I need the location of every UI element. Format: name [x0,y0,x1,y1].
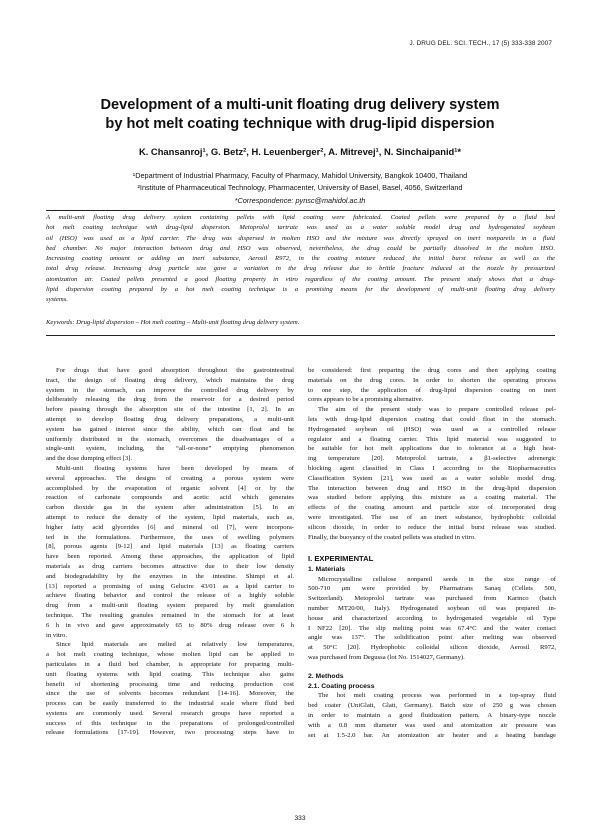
right-column [308,366,556,740]
text-line: accomplished by the evaporation of organic solvent [4] or by the [46,484,294,492]
text-line: The hot melt coating process was performed in a top-spray fluid [318,692,556,700]
text-line: in order to maintain a good fluidization pattern. A binary-type nozzle [308,712,556,719]
text-line: The aim of the present study was to prepare controlled release pel- [318,406,556,414]
text-line: benefit of shortening processing time and reducing production cost [46,680,294,688]
subsection-heading-materials: 1. Materials [308,565,346,573]
section-heading-experimental: I. EXPERIMENTAL [308,554,374,564]
text-line: ing temperature [20]. Metoprolol tartrate, a β1-selective adrenergic [308,455,556,463]
text-line: Finally, the buoyancy of the coated pellets was studied in vitro. [308,533,476,541]
text-line: 500-710 μm were provided by Pharmatrans Sanaq (Cellets 500, [308,585,556,593]
article-title [40,96,560,134]
author-list: K. Chansanroj¹, G. Betz², H. Leuenberger², A. Mitrevej¹, N. Sinchaipanid¹* [138,146,462,157]
journal-header: J. DRUG DEL. SCI. TECH., 17 (5) 333-338 2007 [409,40,552,47]
abstract-line: A multi-unit floating drug delivery system containing pellets with lipid coating were fabricated. Coated pellets were prepared by a fluid bed [46,214,555,221]
text-line: Switzerland). Metoprolol tartrate was purchased from Karinco (batch [308,595,556,603]
text-line: Classification System [21], was used as a water soluble model drug. [308,474,556,482]
text-line: Multi-unit floating systems have been developed by means of [56,464,294,472]
affiliation-2: ²Institute of Pharmaceutical Technology, Pharmacenter, University of Basel, Basel, 4056, Switzerland [137,183,463,192]
text-line: higher fatty acid glycerides [6] and mineral oil [7], were incorpora- [46,523,294,531]
section-gap [308,542,556,551]
text-line: I NF22 [20]. The slip melting point was 67.4°C and the water contact [308,624,556,632]
text-line: at 50°C [20]. Hydrophobic colloidal silicon dioxide, Aerosil R972, [308,644,556,652]
affiliation-1: ¹Department of Industrial Pharmacy, Faculty of Pharmacy, Mahidol University, Bangkok 10400, Thailand [132,171,468,180]
text-line: number MT20/00, Italy). Hydrogenated soybean oil was prepared in- [308,605,556,613]
text-line: [13] reported a promising of using Gelucire 43/01 as a lipid carrier to [46,582,294,590]
text-line: Hydrogenated soybean oil (HSO) was used as a controlled release [308,425,556,433]
methods-paragraph [308,691,556,740]
text-line: since the use of solvents becomes redundant [14-16]. Moreover, the [46,690,294,698]
text-line: silicon dioxide, in order to reduce the initial burst release was studied. [308,523,556,531]
text-line: several approaches. The designs of creating a porous system were [46,474,294,482]
text-line: before passing through the absorption site of the intestine [1, 2]. In an [46,406,294,414]
text-line: Since lipid materials are melted at relatively low temperatures, [56,641,294,649]
text-line: blocking agent classified in Class I according to the Biopharmaceutics [308,464,556,472]
keywords: Keywords: Drug-lipid dispersion – Hot melt coating – Multi-unit floating drug delivery system. [46,319,300,326]
text-line: attempt to reduce the density of the system, lipid materials, such as, [46,513,294,521]
text-line: materials on the drug cores. In order to shorten the operating process [308,376,556,384]
text-line: a hot melt coating technique, whose molten lipid can be applied to [46,651,294,659]
abstract-line: total drug release. Increasing drug particle size gave a variation in the drug release due to brittle fracture induced at the nozzle by pressurized [46,265,555,273]
abstract-top-rule [46,210,555,211]
abstract-line: lipid dispersion coating prepared by a hot melt coating technique is a promising means for the development of multi-unit floating drug delivery [46,286,555,294]
text-line: angle was 137°. The solidification point after melting was observed [308,634,556,642]
text-line: and biodegradability by the enzymes in the intestine. Shimpi et al. [46,572,294,580]
text-line: unit floating systems with lipid coating. This technique also gains [46,670,294,678]
abstract-line: systems. [46,296,68,304]
text-line: ted in the formulations. Furthermore, the uses of swelling polymers [46,533,294,541]
abstract-line: bed chamber. No major interaction between drug and HSO was observed, nevertheless, the drug could be partially dissolved in the molten HSO. [46,244,555,252]
section-gap [308,663,556,672]
text-line: tract, the design of floating drug delivery, which maintains the drug [46,376,294,384]
text-line: process can be easily transferred to the industrial scale where fluid bed [46,700,294,708]
text-line: For drugs that have good absorption throughout the gastrointestinal [56,367,294,374]
text-line: and the dose dumping effect [3]. [46,455,133,463]
text-line: set at 1.5-2.0 bar. An atomization air heater and a heating bandage [308,731,556,739]
text-line: with a 0.8 mm diameter was used and atomization air pressure was [308,721,556,729]
text-line: materials as drug carriers becomes attractive due to their low density [46,562,294,570]
materials-paragraph [308,575,556,663]
text-line: have been reported. Among these approaches, the application of lipid [46,553,294,561]
subsection-heading-methods: 2. Methods [308,672,344,680]
text-line: 6 h in vivo and gave approximately 65 to 80% drug release over 6 h [46,621,294,629]
intro-continued [308,366,556,542]
page-number: 333 [294,815,306,822]
text-line: effects of the coating amount and particle size of incorporated drug [308,504,556,512]
text-line: [8], porous agents [9-12] and lipid materials [13] as floating carriers [46,543,294,551]
text-line: uniformly distributed in the stomach, overcomes the disadvantages of a [46,435,294,443]
text-line: regulator and a floating carrier. This lipid material was suggested to [308,435,556,443]
abstract-line: atomization air. Coated pellets presented a good floating property in vitro regardless of the coating amount. The present study shows that a drug- [46,275,555,283]
text-line: bed coater (UniGlatt, Glatt, Germany). Batch size of 250 g was chosen [308,702,556,710]
text-line: drug from a multi-unit floating system prepared by melt granulation [46,602,294,610]
correspondence: *Correspondence: pynsc@mahidol.ac.th [234,196,366,205]
text-line: system in the stomach, can improve the controlled drug delivery by [46,386,294,394]
title-line-1: Development of a multi-unit floating drug delivery system [100,97,500,113]
text-line: deliberately releasing the drug from the reservoir for a desired period [46,396,294,404]
abstract-line: Increasing coating amount or adding an inert substance, Aerosil R972, in the coating mixture reduced the initial burst release as well as the [46,255,555,263]
text-line: was studied before applying this mixture as a coating material. The [308,494,556,502]
text-line: systems are commonly used. Several research groups have reported a [46,709,294,717]
abstract-line: oil (HSO) was used as a lipid carrier. The drug was dispersed in molten HSO and the mixture was directly sprayed on inert nonpareils in a fluid [46,234,555,242]
left-column [46,366,294,738]
text-line: Microcrystalline cellulose nonpareil seeds in the size range of [318,575,556,583]
text-line: in vitro. [46,631,68,639]
text-line: technique. The resulting granules remained in the stomach for at least [46,611,294,619]
text-line: achieve floating behavior and control the release of a highly soluble [46,592,294,600]
subsection-heading-coating-process: 2.1. Coating process [308,682,375,690]
text-line: particulates in a fluid bed chamber, is appropriate for preparing multi- [46,660,294,668]
abstract-bottom-rule [46,335,555,336]
text-line: cores appears to be a promising alternative. [308,396,424,404]
text-line: release formulations [17-19]. However, two processing steps have to [46,729,294,737]
text-line: system has gained interest since the ability, which can float and be [46,425,294,433]
text-line: lets with drug-lipid dispersion coating that could float in the stomach. [308,415,556,423]
text-line: success of this technique in the preparations of prolonged/controlled [46,719,294,727]
text-line: attempt to develop floating drug delivery preparations, a multi-unit [46,415,294,423]
text-line: single-unit system, including, the “all-or-none” emptying phenomenon [46,445,294,453]
text-line: be suitable for hot melt applications due to tolerance at a high heat- [308,445,556,453]
abstract-line: hot melt coating technique with drug-lipid dispersion. Metoprolol tartrate was used as a water soluble model drug and hydrogenated soybean [46,224,555,232]
text-line: were investigated. The use of an inert substance, hydrophobic colloidal [308,513,556,521]
title-line-2: by hot melt coating technique with drug-lipid dispersion [105,116,495,132]
text-line: to one step, the application of drug-lipid dispersion coating on inert [308,386,556,394]
abstract [46,213,555,306]
text-line: carbon dioxide gas in the system after administration [5]. In an [46,504,294,512]
text-line: was purchased from Degussa (lot No. 1514027, Germany). [308,654,465,662]
text-line: reaction of carbonate compounds and acetic acid which generates [46,494,294,502]
text-line: be considered: first preparing the drug cores and then applying coating [308,367,556,374]
text-line: The interaction between drug and HSO in the drug-lipid dispersion [308,484,556,492]
text-line: house and characterized according to hydrogenated vegetable oil Type [308,614,556,622]
